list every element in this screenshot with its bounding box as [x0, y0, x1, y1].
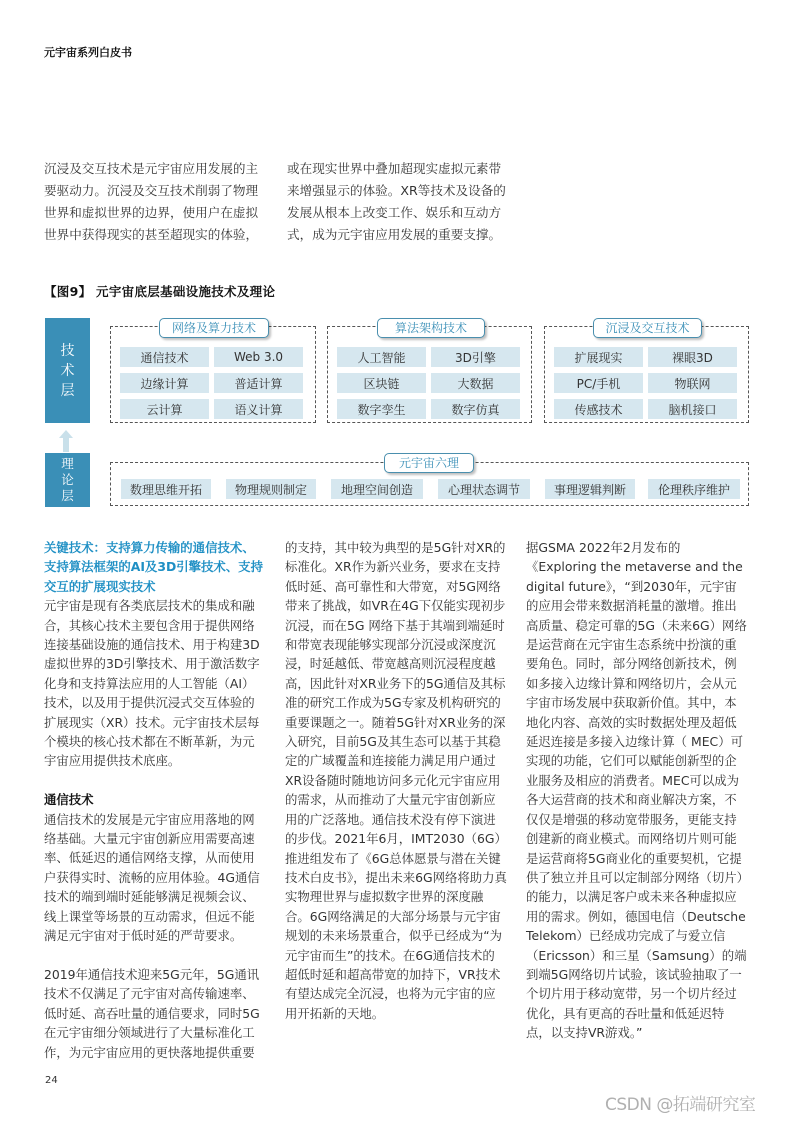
- paragraph: 通信技术的发展是元宇宙应用落地的网络基础。大量元宇宙创新应用需要高速率、低延迟的通信网络支撑，从而使用户获得实时、流畅的应用体验。4G通信技术的端到端时延能够满足视频会议、线上课堂等场景的互动需求，但远不能满足元宇宙对于低时延的严苛要求。: [44, 811, 260, 944]
- theory-layer-label: [45, 453, 90, 507]
- paragraph: 的支持，其中较为典型的是5G针对XR的标准化。XR作为新兴业务，要求在支持低时延、高可靠性和大带宽，对5G网络带来了挑战，如VR在4G下仅能实现初步沉浸，而在5G 网络下基于其端到端延时和带宽表现能够实现部分沉浸或深度沉浸，时延越低、带宽越高则沉浸程度越高，因此针对XR业务下的5G通信及其标准的研究工作成为5G专家及机构研究的重要课题之一。随着5G针对XR业务的深入研究，目前5G及其生态可以基于其稳定的广域覆盖和连接能力满足用户通过XR设备随时随地访问多元化元宇宙应用的需求，从而推动了大量元宇宙创新应用的广泛落地。通信技术没有停下演进的步伐。2021年6月，IMT2030（6G）推进组发布了《6G总体愿景与潜在关键技术白皮书》，提出未来6G网络将助力真实物理世界与虚拟数字世界的深度融合。6G网络满足的大部分场景与元宇宙规划的未来场景重合，似乎已经成为“为元宇宙而生”的技术。在6G通信技术的超低时延和超高带宽的加持下，VR技术有望达成完全沉浸，也将为元宇宙的应用开拓新的天地。: [285, 540, 507, 1021]
- tech-cell: 云计算: [120, 399, 209, 419]
- section-heading-communication: 通信技术: [44, 792, 94, 808]
- tech-cell: 裸眼3D: [648, 347, 737, 367]
- arrow-up-icon: [59, 430, 73, 452]
- tech-cell: 普适计算: [214, 373, 303, 393]
- tech-cell: Web 3.0: [214, 347, 303, 367]
- theory-layer-char: 论: [61, 472, 74, 487]
- theory-cell: 伦理秩序维护: [648, 479, 740, 499]
- intro-left-column: [44, 158, 264, 246]
- series-title: 元宇宙系列白皮书: [44, 46, 132, 59]
- body-column-1: [44, 538, 266, 1062]
- tech-cell: 数字孪生: [337, 399, 426, 419]
- figure-title: 【图9】 元宇宙底层基础设施技术及理论: [44, 284, 276, 299]
- theory-cell: 地理空间创造: [331, 479, 423, 499]
- tech-layer-char: 层: [60, 382, 75, 399]
- tech-cell: 传感技术: [554, 399, 643, 419]
- tech-cell: PC/手机: [554, 373, 643, 393]
- tech-cell: 物联网: [648, 373, 737, 393]
- paragraph: 元宇宙是现有各类底层技术的集成和融合，其核心技术主要包含用于提供网络连接基础设施的通信技术、用于构建3D虚拟世界的3D引擎技术、用于激活数字化身和支持算法应用的人工智能（AI）技术，以及用于提供沉浸式交互体验的扩展现实（XR）技术。元宇宙技术层每个模块的核心技术都在不断革新，为元宇宙应用提供技术底座。: [44, 598, 260, 769]
- tech-layer-char: 技: [60, 342, 75, 359]
- theory-cell: 数理思维开拓: [121, 479, 211, 499]
- theory-layer-char: 理: [61, 456, 74, 471]
- tech-cell: 扩展现实: [554, 347, 643, 367]
- body-column-3: [526, 538, 748, 1043]
- group-label-six-principles: 元宇宙六理: [384, 453, 474, 473]
- tech-cell: 语义计算: [214, 399, 303, 419]
- tech-cell: 边缘计算: [120, 373, 209, 393]
- tech-cell: 大数据: [431, 373, 520, 393]
- tech-cell: 数字仿真: [431, 399, 520, 419]
- intro-paragraph-left: 沉浸及交互技术是元宇宙应用发展的主要驱动力。沉浸及交互技术削弱了物理世界和虚拟世界的边界，使用户在虚拟世界中获得现实的甚至超现实的体验，: [44, 161, 259, 242]
- tech-cell: 通信技术: [120, 347, 209, 367]
- intro-right-column: [287, 158, 507, 246]
- tech-layer-label: [45, 318, 90, 423]
- tech-cell: 3D引擎: [431, 347, 520, 367]
- tech-cell: 人工智能: [337, 347, 426, 367]
- watermark: CSDN @拓端研究室: [605, 1095, 756, 1115]
- group-label-network-compute: 网络及算力技术: [159, 318, 269, 338]
- group-label-algorithm-architecture: 算法架构技术: [377, 318, 485, 338]
- intro-paragraph-right: 或在现实世界中叠加超现实虚拟元素带来增强显示的体验。XR等技术及设备的发展从根本上改变工作、娱乐和互动方式，成为元宇宙应用发展的重要支撑。: [287, 161, 506, 242]
- key-tech-heading: 关键技术：支持算力传输的通信技术、支持算法框架的AI及3D引擎技术、支持交互的扩展现实技术: [44, 540, 263, 594]
- paragraph: 据GSMA 2022年2月发布的《Exploring the metaverse and the digital future》，“到2030年，元宇宙的应用会带来数据消耗量的激增。推出高质量、稳定可靠的5G（未来6G）网络是运营商在元宇宙生态系统中扮演的重要角色。同时，部分网络创新技术，例如多接入边缘计算和网络切片，会从元宇宙市场发展中获取新价值。其中，本地化内容、高效的实时数据处理及超低延迟连接是多接入边缘计算（ MEC）可实现的功能，它们可以赋能创新型的企业服务及相应的消费者。MEC可以成为各大运营商的技术和商业解决方案，不仅仅是增强的移动宽带服务，更能支持创建新的商业模式。而网络切片则可能是运营商将5G商业化的重要契机，它提供了独立并且可以定制部分网络（切片）的能力，以满足客户或未来各种虚拟应用的需求。例如，德国电信（Deutsche Telekom）已经成功完成了与爱立信（Ericsson）和三星（Samsung）的端到端5G网络切片试验，该试验抽取了一个切片用于移动宽带，另一个切片经过优化，具有更高的吞吐量和低延迟特点，以支持VR游戏。”: [526, 540, 747, 1041]
- theory-layer-char: 层: [61, 488, 74, 503]
- page-number: 24: [45, 1075, 58, 1086]
- body-column-2: [285, 538, 507, 1023]
- tech-cell: 区块链: [337, 373, 426, 393]
- group-label-immersive-interaction: 沉浸及交互技术: [593, 318, 702, 338]
- tech-cell: 脑机接口: [648, 399, 737, 419]
- theory-cell: 物理规则制定: [226, 479, 316, 499]
- paragraph: 2019年通信技术迎来5G元年，5G通讯技术不仅满足了元宇宙对高传输速率、低时延、高吞吐量的通信要求，同时5G在元宇宙细分领域进行了大量标准化工作，为元宇宙应用的更快落地提供重要: [44, 966, 260, 1060]
- theory-cell: 事理逻辑判断: [545, 479, 635, 499]
- tech-layer-char: 术: [60, 362, 75, 379]
- theory-cell: 心理状态调节: [438, 479, 530, 499]
